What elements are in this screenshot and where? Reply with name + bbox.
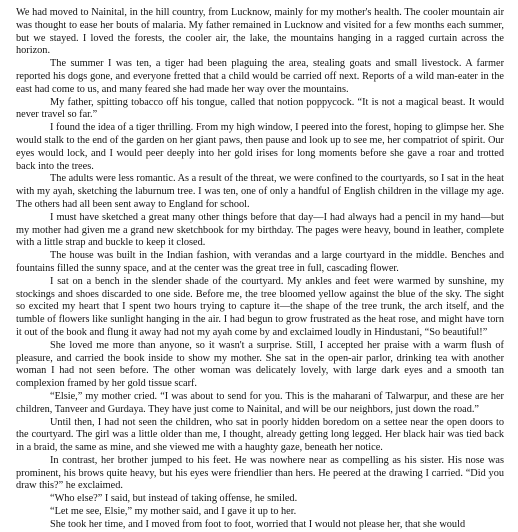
paragraph-9: She loved me more than anyone, so it wasn't a surprise. Still, I accepted her praise with a warm flush of pleasure, and carried the book inside to show my mother. She sat in the open-air parlor, drinking tea with another woman I had not seen before. The other woman was delicately lovely, with large dark eyes and a smooth tan complexion framed by her gold tissue scarf. xyxy=(16,339,504,390)
paragraph-13: “Who else?” I said, but instead of taking offense, he smiled. xyxy=(50,493,298,505)
paragraph-11: Until then, I had not seen the children, who sat in poorly hidden boredom on a settee near the open doors to the courtyard. The girl was a little older than me, I thought, already getting long legged. Her black hair was tied back in a braid, the same as mine, and she viewed me with a haughty gaze, beneath her notice. xyxy=(16,416,504,454)
book-page xyxy=(16,7,504,532)
paragraph-4: I found the idea of a tiger thrilling. From my high window, I peered into the forest, hoping to glimpse her. She would stalk to the end of the garden on her giant paws, then pause and look up to see me, her compatriot of spirit. Our eyes would lock, and I would peer deeply into her gold irises for long moments before she gave a roar and trotted back into the trees. xyxy=(16,122,504,172)
paragraph-10: “Elsie,” my mother cried. “I was about to send for you. This is the maharani of Talwarpur, and these are her children, Tanveer and Gurdaya. They have just come to Nainital, and will be our neighbors, just down the road.” xyxy=(16,390,504,415)
paragraph-2: The summer I was ten, a tiger had been plaguing the area, stealing goats and small livestock. A farmer reported his dogs gone, and everyone fretted that a child would be carried off next. Reports of a wild man-eater in the east had come to us, and many feared she had made her way over the mountains. xyxy=(16,58,504,95)
paragraph-15: She took her time, and I moved from foot to foot, worried that I would not please her, that she would xyxy=(50,518,466,530)
paragraph-7: The house was built in the Indian fashion, with verandas and a large courtyard in the middle. Benches and fountains filled the sunny space, and at the center was the great tree in full, cascading flower. xyxy=(16,250,504,274)
paragraph-1: We had moved to Nainital, in the hill country, from Lucknow, mainly for my mother's health. The cooler mountain air was thought to ease her bouts of malaria. My father remained in Lucknow and visited for a few months each summer, but we stayed. I loved the forests, the cooler air, the lake, the mountains hanging in a ragged curtain across the horizon. xyxy=(16,7,504,57)
paragraph-6: I must have sketched a great many other things before that day—I had always had a pencil in my hand—but my mother had given me a grand new sketchbook for my birthday. The pages were heavy, bound in leather, complete with a little strap and buckle to keep it closed. xyxy=(16,211,504,249)
paragraph-14: “Let me see, Elsie,” my mother said, and I gave it up to her. xyxy=(50,506,297,518)
paragraph-8: I sat on a bench in the slender shade of the courtyard. My ankles and feet were warmed by sunshine, my stockings and shoes discarded to one side. Before me, the tree bloomed yellow against the blue of the sky. The sight so excited my heart that I spent two hours trying to capture it—the shape of the tree trunk, the arch itself, and the tumble of flowers like sunlight hanging in the air. I had begun to grow frustrated as the heat rose, and might have torn it out of the book and flung it away had not my ayah come by and exclaimed loudly in Hindustani, “So beautiful!” xyxy=(16,275,504,338)
paragraph-5: The adults were less romantic. As a result of the threat, we were confined to the courtyards, so I sat in the heat with my ayah, sketching the laburnum tree. I was ten, one of only a handful of English children in the village my age. The others had all been sent away to England for school. xyxy=(16,173,504,210)
paragraph-3: My father, spitting tobacco off his tongue, called that notion poppycock. “It is not a magical beast. It would never travel so far.” xyxy=(16,96,504,121)
paragraph-12: In contrast, her brother jumped to his feet. He was nowhere near as compelling as his sister. His nose was prominent, his brows quite heavy, but his eyes were friendlier than hers. He peered at the drawing I carried. “Did you draw this?” he exclaimed. xyxy=(16,454,504,492)
